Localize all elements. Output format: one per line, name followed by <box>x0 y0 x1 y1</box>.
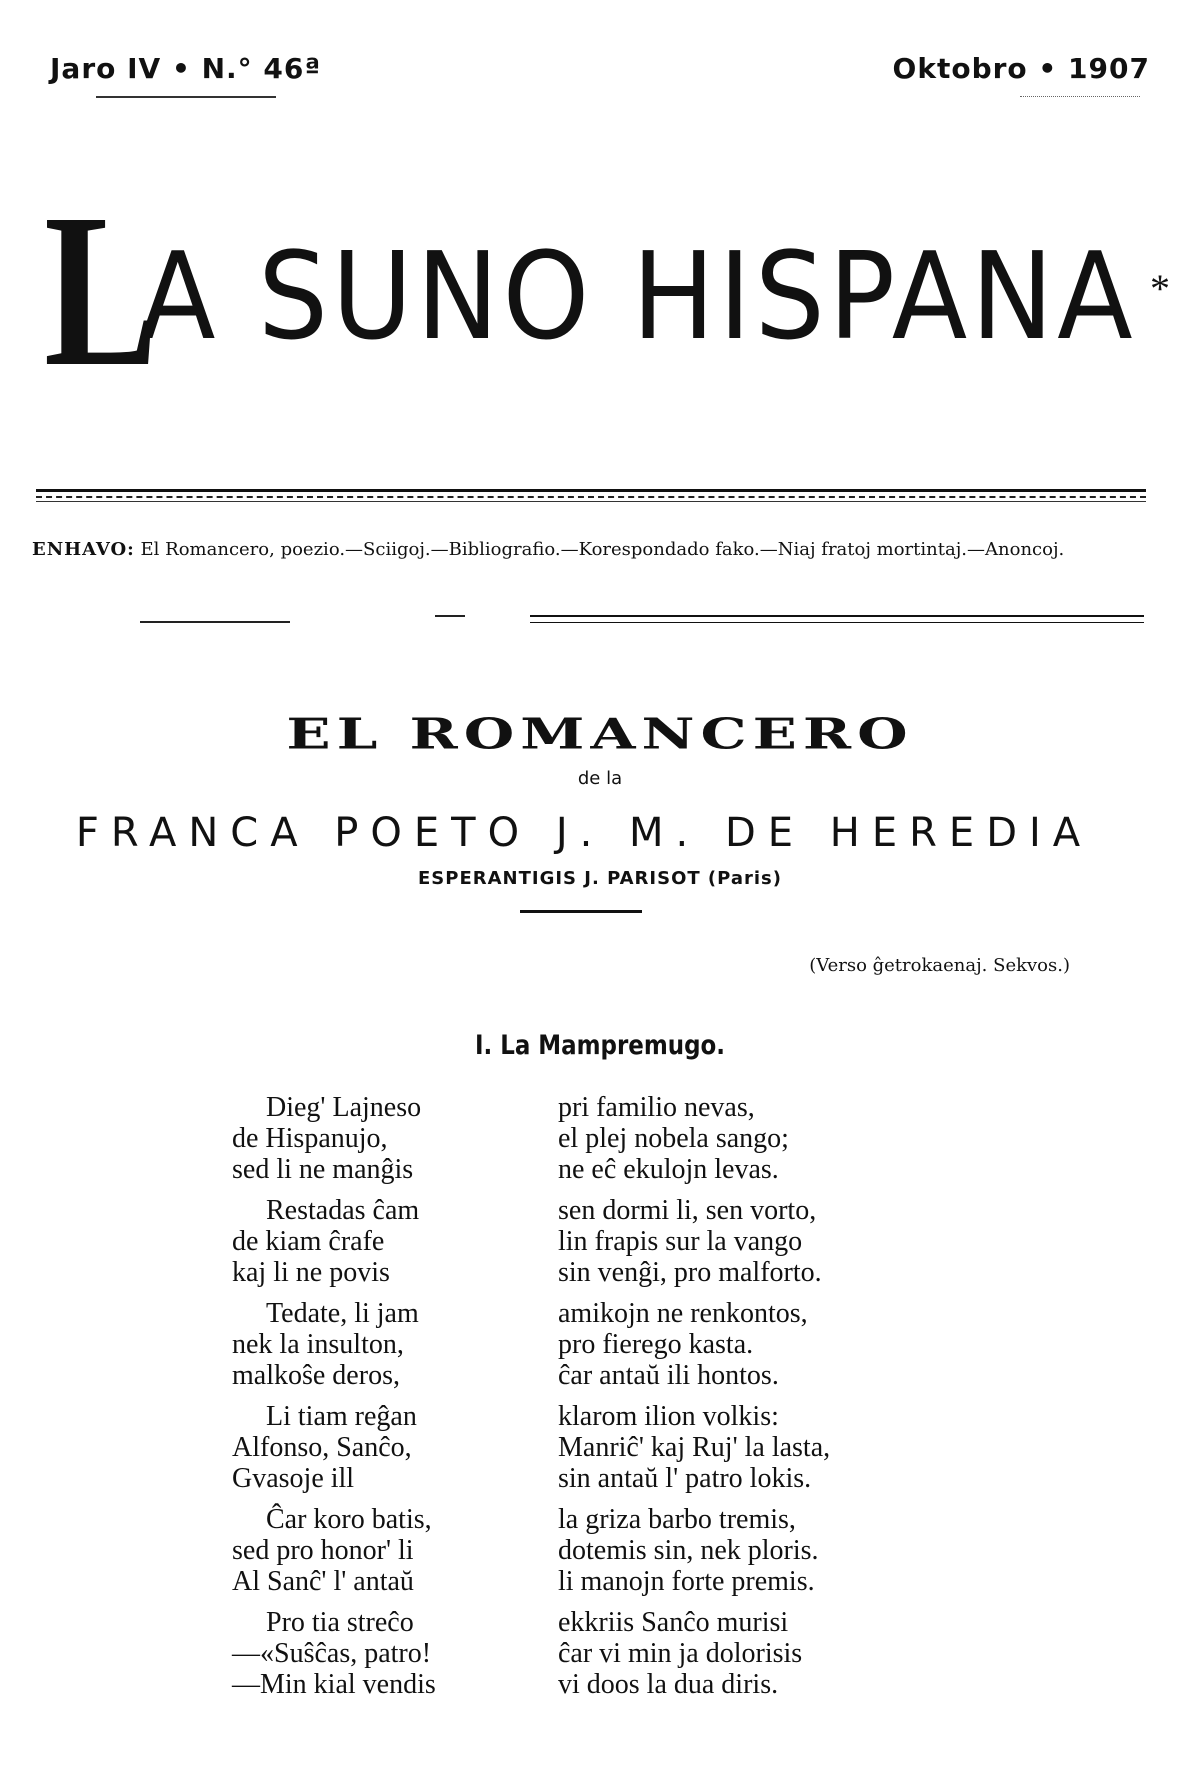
poem-line: Ĉar koro batis, <box>266 1504 432 1535</box>
poem-line: sed li ne manĝis <box>232 1154 414 1185</box>
poem-line: lin frapis sur la vango <box>558 1226 803 1257</box>
masthead-title: A SUNO HISPANA <box>140 228 1137 367</box>
poem-line: ekkriis Sanĉo murisi <box>558 1607 789 1638</box>
masthead-initial: L <box>44 168 159 412</box>
article-de-la: de la <box>577 768 623 789</box>
poem-line: sed pro honor' li <box>232 1535 414 1566</box>
poem-line: ne eĉ ekulojn levas. <box>558 1154 779 1185</box>
header-underline-right <box>1020 96 1140 97</box>
section-heading: I. La Mampremugo. <box>474 1030 726 1061</box>
poem-line: ĉar antaŭ ili hontos. <box>558 1360 779 1391</box>
poem-line: Tedate, li jam <box>266 1298 419 1329</box>
poem-line: nek la insulton, <box>232 1329 404 1360</box>
poem-stanza <box>232 1401 912 1494</box>
issue-date: Oktobro • 1907 <box>892 52 1150 85</box>
article-note: (Verso ĝetrokaenaj. Sekvos.) <box>809 955 1070 976</box>
article-title: EL ROMANCERO <box>286 709 914 759</box>
poem-line: sin antaŭ l' patro lokis. <box>558 1463 812 1494</box>
separator-rule-mid <box>435 615 465 617</box>
header-underline-left <box>96 96 276 98</box>
masthead-rule <box>36 485 1146 505</box>
article-poet: FRANCA POETO J. M. DE HEREDIA <box>75 810 1093 856</box>
poem <box>232 1092 912 1710</box>
poem-stanza <box>232 1195 912 1288</box>
poem-line: Dieg' Lajneso <box>266 1092 422 1123</box>
separator-rule-right <box>530 615 1144 623</box>
poem-line: —«Suŝĉas, patro! <box>232 1638 432 1669</box>
issue-number: Jaro IV • N.° 46ª <box>50 52 322 85</box>
poem-line: de Hispanujo, <box>232 1123 388 1154</box>
poem-stanza <box>232 1298 912 1391</box>
poem-line: sin venĝi, pro malforto. <box>558 1257 822 1288</box>
separator-rule-left <box>140 621 290 623</box>
contents-text: El Romancero, poezio.—Sciigoj.—Bibliografio.—Korespondado fako.—Niaj fratoj mortintaj.—Anoncoj. <box>140 539 1065 560</box>
masthead <box>40 168 1170 415</box>
poem-line: Restadas ĉam <box>266 1195 420 1226</box>
poem-line: pri familio nevas, <box>558 1092 755 1123</box>
poem-stanza <box>232 1092 912 1185</box>
poem-stanza <box>232 1504 912 1597</box>
poem-line: Pro tia streĉo <box>266 1607 414 1638</box>
poem-line: malkoŝe deros, <box>232 1360 400 1391</box>
poem-line: Manriĉ' kaj Ruj' la lasta, <box>558 1432 831 1463</box>
poem-line: Li tiam reĝan <box>266 1401 417 1432</box>
poem-line: la griza barbo tremis, <box>558 1504 796 1535</box>
poem-line: kaj li ne povis <box>232 1257 390 1288</box>
poem-line: de kiam ĉrafe <box>232 1226 385 1257</box>
poem-line: ĉar vi min ja dolorisis <box>558 1638 803 1669</box>
title-underline <box>520 910 642 913</box>
star-icon: * <box>1150 266 1170 311</box>
article-translator: ESPERANTIGIS J. PARISOT (Paris) <box>418 868 782 889</box>
poem-line: vi doos la dua diris. <box>558 1669 779 1700</box>
poem-line: dotemis sin, nek ploris. <box>558 1535 819 1566</box>
poem-stanza <box>232 1607 912 1700</box>
issue-header <box>44 52 1150 92</box>
poem-line: sen dormi li, sen vorto, <box>558 1195 817 1226</box>
contents-label: ENHAVO: <box>32 539 135 560</box>
poem-line: Alfonso, Sanĉo, <box>232 1432 412 1463</box>
poem-line: el plej nobela sango; <box>558 1123 789 1154</box>
poem-line: klarom ilion volkis: <box>558 1401 779 1432</box>
table-of-contents <box>32 538 1142 562</box>
poem-line: li manojn forte premis. <box>558 1566 815 1597</box>
poem-line: Gvasoje ill <box>232 1463 355 1494</box>
poem-line: amikojn ne renkontos, <box>558 1298 808 1329</box>
poem-line: Al Sanĉ' l' antaŭ <box>232 1566 414 1597</box>
poem-line: pro fierego kasta. <box>558 1329 754 1360</box>
poem-line: —Min kial vendis <box>232 1669 436 1700</box>
